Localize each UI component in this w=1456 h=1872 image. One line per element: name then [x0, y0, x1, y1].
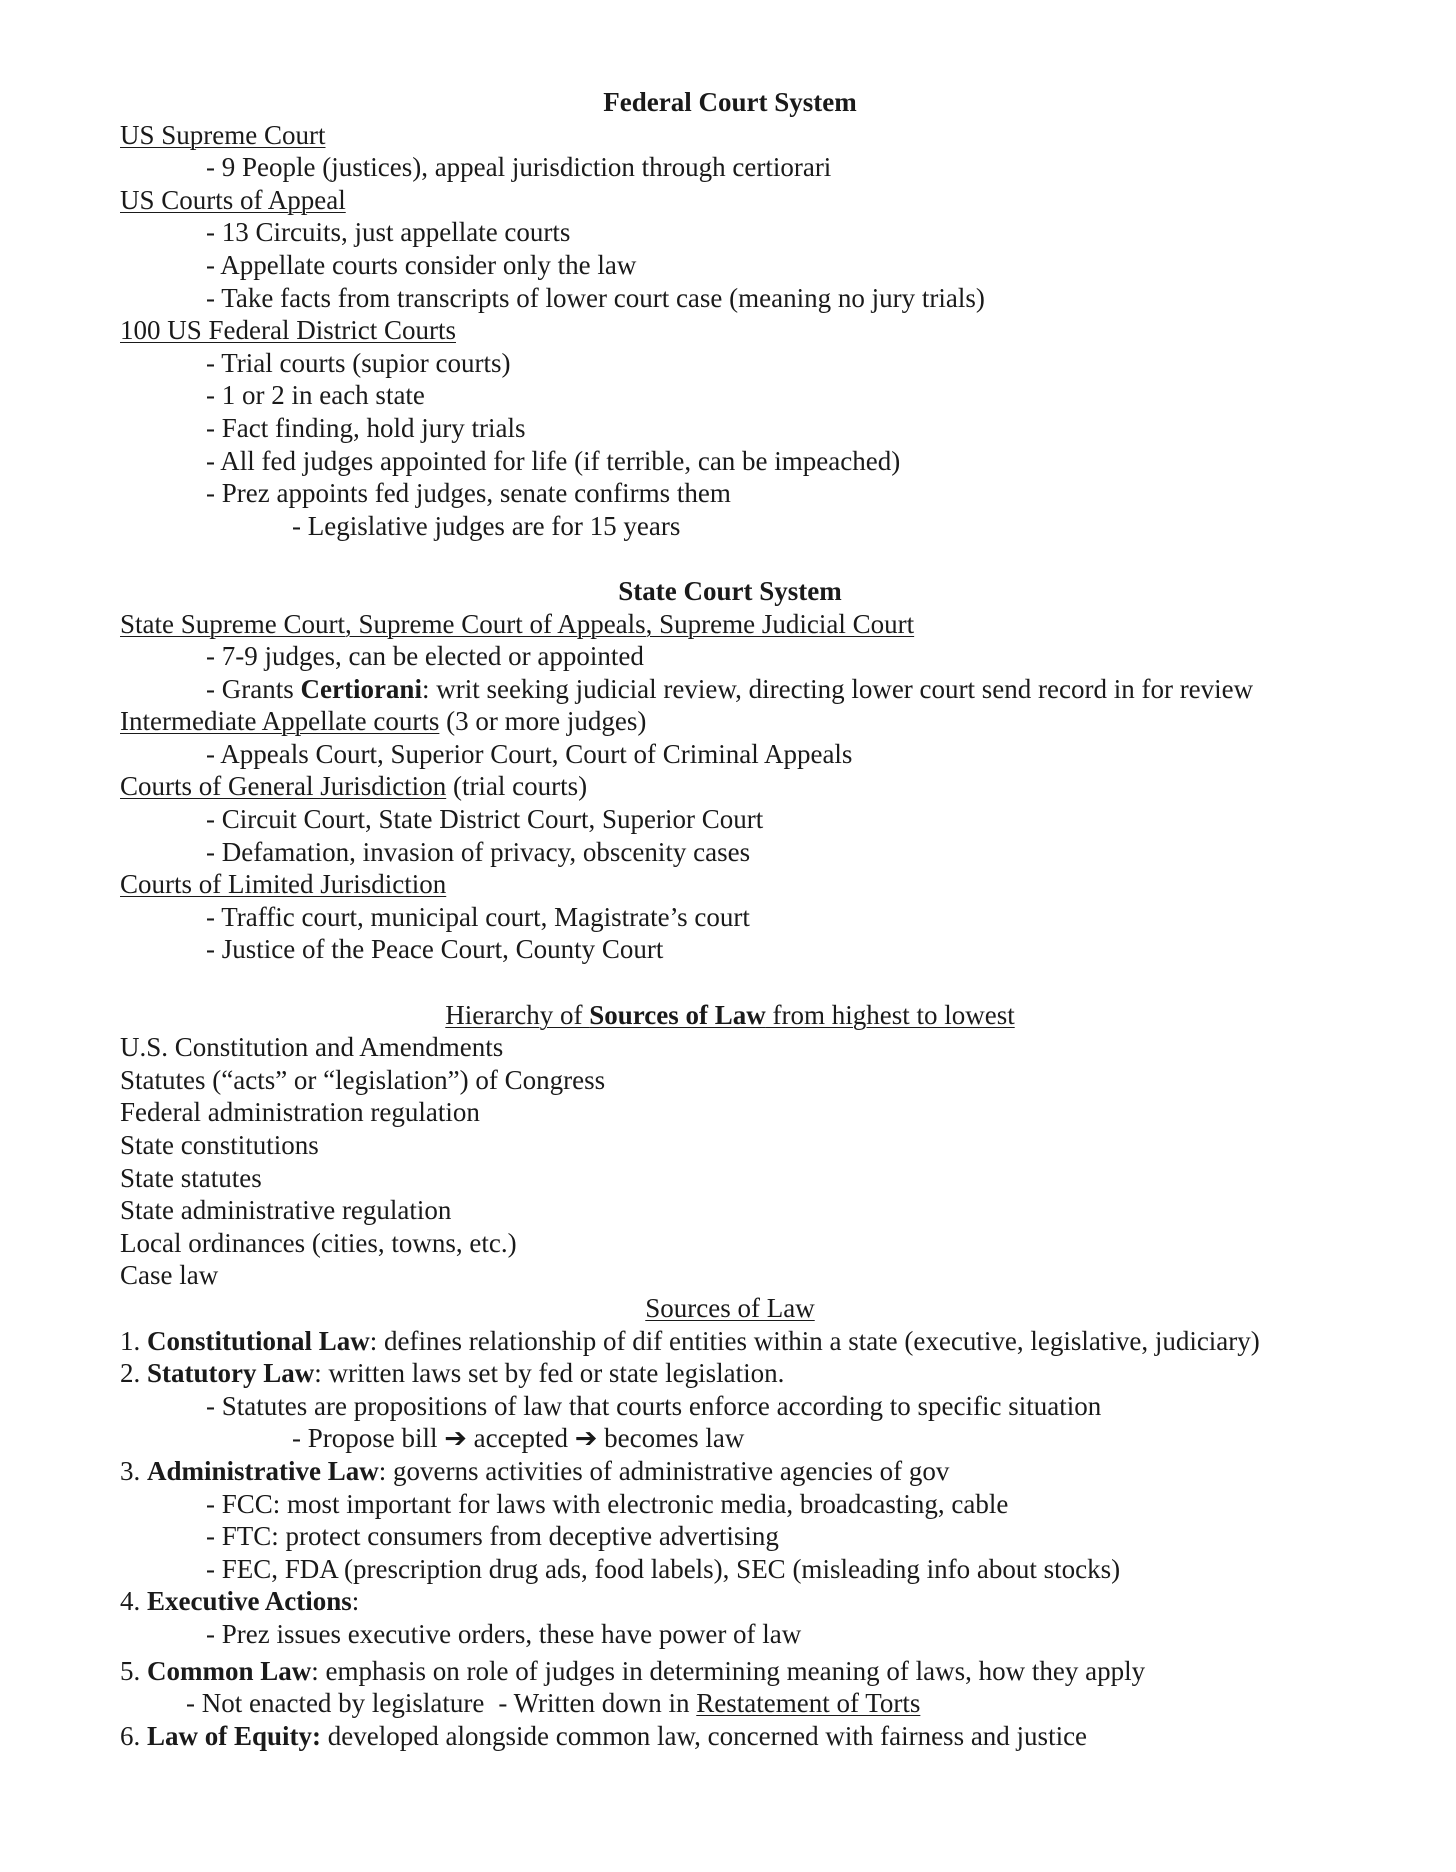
list-item: - Circuit Court, State District Court, Superior Court — [206, 804, 764, 835]
restatement-of-torts: Restatement of Torts — [696, 1688, 921, 1719]
federal-title: Federal Court System — [603, 87, 857, 117]
general-jurisdiction-heading: Courts of General Jurisdiction — [120, 771, 447, 802]
list-item: - Appellate courts consider only the law — [206, 249, 637, 280]
list-item: State administrative regulation — [120, 1195, 452, 1226]
state-title: State Court System — [618, 575, 842, 606]
list-item: - Prez issues executive orders, these have power of law — [206, 1618, 802, 1649]
list-item: Local ordinances (cities, towns, etc.) — [120, 1227, 517, 1258]
list-item: State statutes — [120, 1162, 262, 1193]
list-item: State constitutions — [120, 1130, 319, 1160]
list-item: - Trial courts (supior courts) — [206, 347, 511, 378]
list-item: - Defamation, invasion of privacy, obscenity cases — [206, 836, 751, 867]
list-item: - FTC: protect consumers from deceptive advertising — [206, 1521, 779, 1552]
sources-title: Sources of Law — [645, 1292, 815, 1323]
list-item: - All fed judges appointed for life (if terrible, can be impeached) — [206, 445, 901, 476]
document-page: Federal Court System US Supreme Court - 9 People (justices), appeal jurisdiction through certiorari US Courts of Appeal - 13 Circuits, just appellate courts - Appellate courts consider only the law - Take facts from transcripts of lower court case (meaning no jury trials) 100 US Federal District Courts - Trial courts (supior courts) - 1 or 2 in each state - Fact finding, hold jury trials - All fed judges appointed for life (if terrible, can be impeached) - Prez appoints fed judges, senate confirms them - Legislative judges are for 15 years State Court System State Supreme Court, Supreme Court of Appeals, Supreme Judicial Court - 7-9 judges, can be elected or appointed - Grants Certiorani: writ seeking judicial review, directing lower court send record in for review Intermediate Appellate courts (3 or more judges) - Appeals Court, Superior Court, Court of Criminal Appeals Courts of General Jurisdiction (trial courts) - Circuit Court, State District Court, Superior Court - Defamation, invasion of privacy, obscenity cases Courts of Limited Jurisdiction - Traffic court, municipal court, Magistrate’s court - Justice of the Peace Court, County Court Hierarchy of Sources of Law from highest to lowest U.S. Constitution and Amendments Statutes (“acts” or “legislation”) of Congress Federal administration regulation State constitutions State statutes State administrative regulation Local ordinances (cities, towns, etc.) Case law Sources of Law 1. Constitutional Law: defines relationship of dif entities within a state (executive, legislative, judiciary) 2. Statutory Law: written laws set by fed or state legislation. - Statutes are propositions of law that courts enforce according to specific situation - Propose bill ➔ accepted ➔ becomes law 3. Administrative Law: governs activities of administrative agencies of gov - FCC: most important for laws with electronic media, broadcasting, cable - FTC: protect consumers from deceptive advertising - FEC, FDA (prescription drug ads, food labels), SEC (misleading info about stocks) 4. Executive Actions: - Prez issues executive orders, these have power of law 5. Common Law: emphasis on role of judges in determining meaning of laws, how they apply - Not enacted by legislature - Written down in Restatement of Torts 6. Law of Equity: developed alongside common law, concerned with fairness and justice — [120, 86, 1340, 1752]
list-item: - FCC: most important for laws with electronic media, broadcasting, cable — [206, 1488, 1009, 1519]
list-item: - Grants Certiorani: writ seeking judicial review, directing lower court send record in for review — [206, 673, 1254, 704]
intermediate-heading: Intermediate Appellate courts — [120, 706, 440, 737]
limited-jurisdiction-heading: Courts of Limited Jurisdiction — [120, 869, 447, 900]
federal-district-heading: 100 US Federal District Courts — [120, 315, 456, 346]
list-item: Statutes (“acts” or “legislation”) of Congress — [120, 1064, 606, 1095]
list-item: U.S. Constitution and Amendments — [120, 1032, 504, 1063]
list-item: - 7-9 judges, can be elected or appointed — [206, 641, 644, 672]
list-item: - 1 or 2 in each state — [206, 380, 425, 411]
list-item: Case law — [120, 1260, 219, 1291]
list-item: - Not enacted by legislature - Written down in Restatement of Torts — [186, 1688, 921, 1719]
list-item: - 9 People (justices), appeal jurisdiction through certiorari — [206, 152, 832, 183]
federal-supreme-heading: US Supreme Court — [120, 119, 326, 150]
source-item: 2. Statutory Law: written laws set by fed or state legislation. — [120, 1358, 785, 1389]
source-item: 6. Law of Equity: developed alongside common law, concerned with fairness and justice — [120, 1720, 1088, 1751]
list-subitem: - Legislative judges are for 15 years — [292, 510, 681, 541]
list-item: - 13 Circuits, just appellate courts — [206, 217, 571, 248]
list-subitem: - Propose bill ➔ accepted ➔ becomes law — [292, 1423, 745, 1454]
list-item: - Appeals Court, Superior Court, Court of Criminal Appeals — [206, 738, 853, 769]
source-item: 1. Constitutional Law: defines relationship of dif entities within a state (executive, legislative, judiciary) — [120, 1325, 1260, 1356]
source-item: 4. Executive Actions: — [120, 1586, 360, 1617]
list-item: - Traffic court, municipal court, Magistrate’s court — [206, 901, 750, 932]
certiorani-term: Certiorani — [300, 673, 422, 704]
list-item: - Statutes are propositions of law that courts enforce according to specific situation — [206, 1390, 1102, 1421]
list-item: - Prez appoints fed judges, senate confirms them — [206, 478, 731, 509]
list-item: - Take facts from transcripts of lower court case (meaning no jury trials) — [206, 282, 985, 313]
source-item: 5. Common Law: emphasis on role of judges in determining meaning of laws, how they apply — [120, 1655, 1146, 1686]
source-item: 3. Administrative Law: governs activities of administrative agencies of gov — [120, 1455, 950, 1486]
state-supreme-heading: State Supreme Court, Supreme Court of Appeals, Supreme Judicial Court — [120, 608, 915, 639]
federal-appeals-heading: US Courts of Appeal — [120, 184, 346, 215]
list-item: - Fact finding, hold jury trials — [206, 412, 526, 443]
list-item: - FEC, FDA (prescription drug ads, food labels), SEC (misleading info about stocks) — [206, 1553, 1121, 1584]
list-item: Federal administration regulation — [120, 1097, 480, 1128]
list-item: - Justice of the Peace Court, County Court — [206, 934, 664, 965]
hierarchy-title: Hierarchy of Sources of Law from highest to lowest — [445, 999, 1015, 1030]
